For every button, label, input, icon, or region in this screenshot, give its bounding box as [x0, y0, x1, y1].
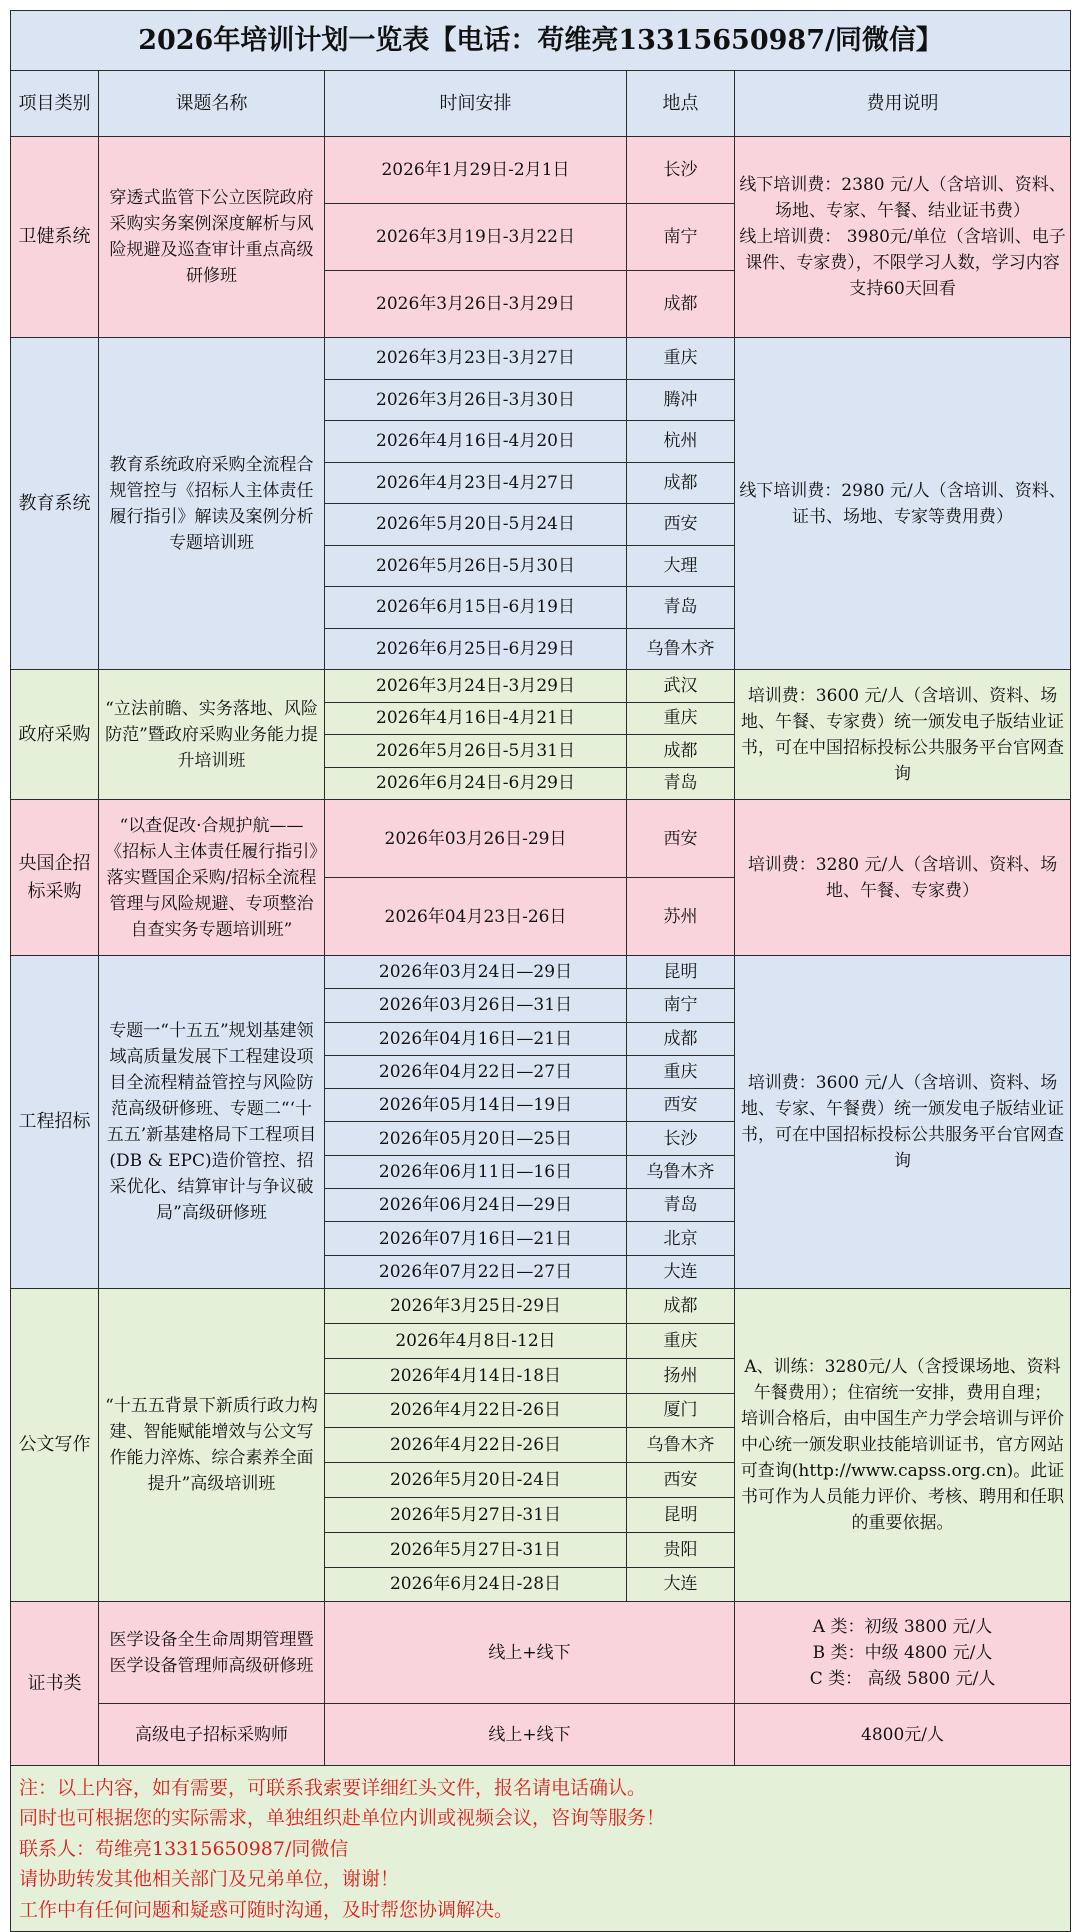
- mode-cell: 线上+线下: [325, 1602, 735, 1704]
- location-cell: 重庆: [627, 702, 735, 735]
- category-cell: 公文写作: [11, 1289, 99, 1602]
- course-cell: “以查促改·合规护航——《招标人主体责任履行指引》落实暨国企采购/招标全流程管理与风险规避、专项整治自查实务专题培训班”: [99, 800, 325, 956]
- fee-text: 培训费：3280 元/人（含培训、资料、场地、午餐、专家费）: [747, 854, 1058, 901]
- table-row: [11, 1602, 1071, 1704]
- course-cell: 专题一“十五五”规划基建领域高质量发展下工程建设项目全流程精益管控与风险防范高级研修班、专题二“‘十五五’新基建格局下工程项目(DB & EPC)造价管控、招采优化、结算审计与争议破局”高级研修班: [99, 956, 325, 1289]
- date-cell: 2026年5月20日-24日: [325, 1463, 627, 1498]
- location-cell: 南宁: [627, 989, 735, 1022]
- category-cell: 政府采购: [11, 670, 99, 800]
- location-cell: 成都: [627, 1022, 735, 1055]
- location-cell: 腾冲: [627, 379, 735, 421]
- page-title: 2026年培训计划一览表【电话：苟维亮13315650987/同微信】: [11, 11, 1071, 71]
- date-cell: 2026年4月8日-12日: [325, 1323, 627, 1358]
- location-cell: 杭州: [627, 421, 735, 463]
- date-cell: 2026年03月26日—31日: [325, 989, 627, 1022]
- note-line: 联系人：苟维亮13315650987/同微信: [19, 1837, 349, 1860]
- location-cell: 南宁: [627, 204, 735, 271]
- location-cell: 大连: [627, 1567, 735, 1602]
- fee-cell: [735, 956, 1071, 1289]
- location-cell: 大理: [627, 545, 735, 587]
- table-row: [11, 1704, 1071, 1766]
- date-cell: 2026年07月22日—27日: [325, 1255, 627, 1289]
- category-cell: 证书类: [11, 1602, 99, 1766]
- location-cell: 重庆: [627, 338, 735, 380]
- fee-text: 培训费：3600 元/人（含培训、资料、场地、专家、午餐费）统一颁发电子版结业证书，可在中国招标投标公共服务平台官网查询: [741, 1073, 1065, 1172]
- fee-cell: [735, 1289, 1071, 1602]
- date-cell: 2026年6月24日-28日: [325, 1567, 627, 1602]
- fee-text: 培训合格后，由中国生产力学会培训与评价中心统一颁发职业技能培训证书，官方网站可查询(http://www.capss.org.cn)。此证书可作为人员能力评价、考核、聘用和任职的重要依据。: [740, 1409, 1065, 1534]
- date-cell: 2026年4月22日-26日: [325, 1428, 627, 1463]
- fee-cell: [735, 338, 1071, 670]
- location-cell: 苏州: [627, 878, 735, 956]
- mode-cell: 线上+线下: [325, 1704, 735, 1766]
- location-cell: 重庆: [627, 1323, 735, 1358]
- location-cell: 乌鲁木齐: [627, 628, 735, 670]
- date-cell: 2026年03月26日-29日: [325, 800, 627, 878]
- location-cell: 长沙: [627, 137, 735, 204]
- note-line: 工作中有任何问题和疑惑可随时沟通，及时帮您协调解决。: [19, 1898, 514, 1921]
- location-cell: 成都: [627, 735, 735, 768]
- date-cell: 2026年06月24日—29日: [325, 1189, 627, 1222]
- fee-text: B 类：中级 4800 元/人: [812, 1642, 993, 1663]
- date-cell: 2026年4月23日-4月27日: [325, 462, 627, 504]
- date-cell: 2026年05月14日—19日: [325, 1089, 627, 1122]
- location-cell: 贵阳: [627, 1532, 735, 1567]
- table-row: [11, 1289, 1071, 1324]
- date-cell: 2026年3月23日-3月27日: [325, 338, 627, 380]
- date-cell: 2026年03月24日—29日: [325, 956, 627, 989]
- date-cell: 2026年5月27日-31日: [325, 1532, 627, 1567]
- date-cell: 2026年4月22日-26日: [325, 1393, 627, 1428]
- fee-cell: [735, 137, 1071, 338]
- date-cell: 2026年3月26日-3月30日: [325, 379, 627, 421]
- date-cell: 2026年3月24日-3月29日: [325, 670, 627, 703]
- location-cell: 武汉: [627, 670, 735, 703]
- date-cell: 2026年07月16日—21日: [325, 1222, 627, 1255]
- table-row: [11, 137, 1071, 204]
- note-line: 注：以上内容，如有需要，可联系我索要详细红头文件，报名请电话确认。: [19, 1776, 647, 1799]
- date-cell: 2026年06月11日—16日: [325, 1155, 627, 1188]
- location-cell: 成都: [627, 271, 735, 338]
- fee-text: 线下培训费：2980 元/人（含培训、资料、证书、场地、专家等费用费）: [739, 480, 1066, 527]
- date-cell: 2026年4月14日-18日: [325, 1358, 627, 1393]
- fee-text: C 类： 高级 5800 元/人: [809, 1668, 996, 1689]
- location-cell: 扬州: [627, 1358, 735, 1393]
- date-cell: 2026年5月27日-31日: [325, 1497, 627, 1532]
- fee-cell: [735, 670, 1071, 800]
- header-course: 课题名称: [99, 71, 325, 137]
- notes-cell: [11, 1766, 1071, 1932]
- course-cell: 穿透式监管下公立医院政府采购实务案例深度解析与风险规避及巡查审计重点高级研修班: [99, 137, 325, 338]
- header-schedule: 时间安排: [325, 71, 627, 137]
- location-cell: 昆明: [627, 1497, 735, 1532]
- date-cell: 2026年5月26日-5月30日: [325, 545, 627, 587]
- course-cell: 教育系统政府采购全流程合规管控与《招标人主体责任履行指引》解读及案例分析专题培训班: [99, 338, 325, 670]
- location-cell: 青岛: [627, 767, 735, 800]
- date-cell: 2026年6月15日-6月19日: [325, 587, 627, 629]
- fee-cell: [735, 1602, 1071, 1704]
- date-cell: 2026年05月20日—25日: [325, 1122, 627, 1155]
- header-location: 地点: [627, 71, 735, 137]
- date-cell: 2026年04月23日-26日: [325, 878, 627, 956]
- header-category: 项目类别: [11, 71, 99, 137]
- date-cell: 2026年5月20日-5月24日: [325, 504, 627, 546]
- date-cell: 2026年4月16日-4月20日: [325, 421, 627, 463]
- category-cell: 工程招标: [11, 956, 99, 1289]
- table-row: [11, 956, 1071, 989]
- location-cell: 西安: [627, 1463, 735, 1498]
- fee-text: A、训练：3280元/人（含授课场地、资料午餐费用）；住宿统一安排，费用自理；: [744, 1357, 1061, 1404]
- location-cell: 北京: [627, 1222, 735, 1255]
- location-cell: 成都: [627, 462, 735, 504]
- fee-text: 4800元/人: [861, 1724, 945, 1745]
- location-cell: 成都: [627, 1289, 735, 1324]
- date-cell: 2026年3月25日-29日: [325, 1289, 627, 1324]
- category-cell: 卫健系统: [11, 137, 99, 338]
- header-fee: 费用说明: [735, 71, 1071, 137]
- course-cell: 医学设备全生命周期管理暨医学设备管理师高级研修班: [99, 1602, 325, 1704]
- course-cell: “立法前瞻、实务落地、风险防范”暨政府采购业务能力提升培训班: [99, 670, 325, 800]
- date-cell: 2026年4月16日-4月21日: [325, 702, 627, 735]
- date-cell: 2026年3月19日-3月22日: [325, 204, 627, 271]
- note-line: 请协助转发其他相关部门及兄弟单位，谢谢！: [19, 1868, 400, 1891]
- table-row: [11, 800, 1071, 878]
- location-cell: 乌鲁木齐: [627, 1428, 735, 1463]
- fee-text: 培训费：3600 元/人（含培训、资料、场地、午餐、专家费）统一颁发电子版结业证书，可在中国招标投标公共服务平台官网查询: [741, 685, 1065, 784]
- date-cell: 2026年6月24日-6月29日: [325, 767, 627, 800]
- location-cell: 重庆: [627, 1055, 735, 1088]
- note-line: 同时也可根据您的实际需求，单独组织赴单位内训或视频会议，咨询等服务！: [19, 1807, 666, 1830]
- fee-cell: [735, 800, 1071, 956]
- fee-cell: [735, 1704, 1071, 1766]
- location-cell: 西安: [627, 1089, 735, 1122]
- category-cell: 教育系统: [11, 338, 99, 670]
- fee-text: A 类：初级 3800 元/人: [812, 1616, 993, 1637]
- course-cell: 高级电子招标采购师: [99, 1704, 325, 1766]
- fee-text: 线上培训费： 3980元/单位（含培训、电子课件、专家费），不限学习人数，学习内容支持60天回看: [739, 227, 1066, 299]
- location-cell: 青岛: [627, 1189, 735, 1222]
- location-cell: 长沙: [627, 1122, 735, 1155]
- fee-text: 线下培训费：2380 元/人（含培训、资料、场地、专家、午餐、结业证书费）: [739, 175, 1066, 221]
- notes-row: [11, 1766, 1071, 1932]
- location-cell: 昆明: [627, 956, 735, 989]
- date-cell: 2026年1月29日-2月1日: [325, 137, 627, 204]
- table-row: [11, 670, 1071, 703]
- table-row: [11, 338, 1071, 380]
- training-plan-table: [10, 10, 1071, 1932]
- date-cell: 2026年3月26日-3月29日: [325, 271, 627, 338]
- location-cell: 西安: [627, 504, 735, 546]
- location-cell: 青岛: [627, 587, 735, 629]
- date-cell: 2026年6月25日-6月29日: [325, 628, 627, 670]
- date-cell: 2026年04月16日—21日: [325, 1022, 627, 1055]
- location-cell: 厦门: [627, 1393, 735, 1428]
- date-cell: 2026年04月22日—27日: [325, 1055, 627, 1088]
- location-cell: 大连: [627, 1255, 735, 1289]
- course-cell: “十五五背景下新质行政力构建、智能赋能增效与公文写作能力淬炼、综合素养全面提升”高级培训班: [99, 1289, 325, 1602]
- category-cell: 央国企招标采购: [11, 800, 99, 956]
- location-cell: 西安: [627, 800, 735, 878]
- date-cell: 2026年5月26日-5月31日: [325, 735, 627, 768]
- location-cell: 乌鲁木齐: [627, 1155, 735, 1188]
